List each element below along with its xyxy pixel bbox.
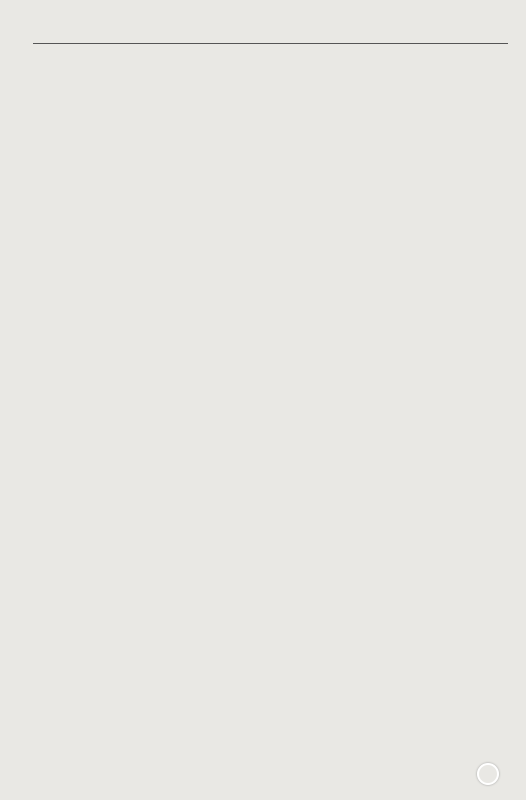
header-rule [33,43,508,44]
watermark [477,763,502,788]
labirint-logo-icon [477,763,499,785]
page-header [33,18,508,44]
